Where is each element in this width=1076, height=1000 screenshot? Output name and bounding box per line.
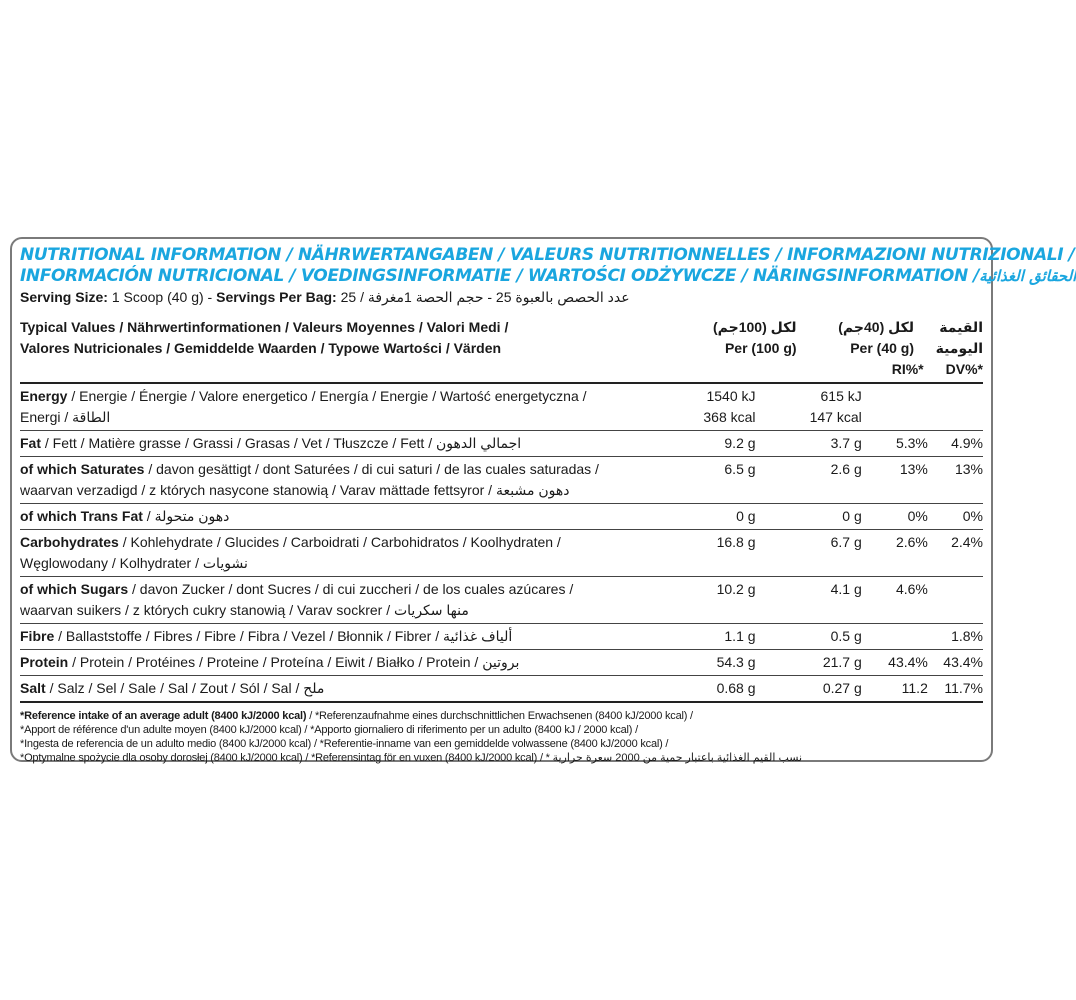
header-name-line-1: Typical Values / Nährwertinformationen / Valeurs Moyennes / Valori Medi /	[20, 319, 509, 335]
nutrient-name	[20, 530, 661, 577]
value-per-100g	[661, 624, 761, 650]
table-row	[20, 384, 983, 431]
footnote-line-3: *Ingesta de referencia de un adulto medio (8400 kJ/2000 kcal) / *Referentie-inname van een gemiddelde volwassene (8400 kJ/2000 kcal) /	[20, 738, 669, 750]
value-per-40g-text: 4.1 g	[830, 581, 862, 597]
header-name-line-2: Valores Nutricionales / Gemiddelde Waarden / Typowe Wartości / Värden	[20, 340, 502, 356]
nutrient-translations: / Fett / Matière grasse / Grassi / Grasas / Vet / Tłuszcze / Fett / اجمالي الدهون	[41, 435, 522, 451]
nutrient-name-line-1	[20, 678, 661, 699]
nutrient-label: Fat	[20, 435, 41, 451]
header-per-100g-arabic: لكل (100جم)	[713, 319, 797, 335]
serving-info	[20, 287, 983, 307]
nutrient-name	[20, 676, 661, 703]
nutrient-label: of which Sugars	[20, 581, 129, 597]
nutrient-name	[20, 431, 661, 457]
value-per-40g	[762, 504, 868, 530]
nutrient-name-line-1	[20, 532, 661, 553]
table-row	[20, 457, 983, 504]
value-dv: 4.9%	[951, 435, 983, 451]
value-ri	[868, 384, 928, 431]
nutrient-label: Carbohydrates	[20, 534, 119, 550]
nutrient-name	[20, 650, 661, 676]
value-ri: 2.6%	[895, 534, 928, 550]
table-row	[20, 624, 983, 650]
footnote-line-1	[20, 709, 983, 723]
footnote-line-1-bold: *Reference intake of an average adult (8400 kJ/2000 kcal)	[20, 710, 307, 722]
table-row	[20, 530, 983, 577]
nutrient-name-line-2: waarvan suikers / z których cukry stanowią / Varav sockrer / منها سكريات	[20, 602, 469, 618]
header-per-100g-label: Per (100 g)	[724, 340, 797, 356]
nutrient-name	[20, 624, 661, 650]
value-per-40g-text: 0.27 g	[822, 680, 862, 696]
header-dv: DV%*	[945, 361, 983, 377]
panel-title	[20, 245, 1076, 287]
header-daily-value-arabic: القيمة اليومية	[935, 319, 983, 356]
serving-dash: -	[203, 289, 217, 305]
value-per-40g-text: 615 kJ	[820, 388, 862, 404]
nutrient-name-line-2: waarvan verzadigd / z których nasycone stanowią / Varav mättade fettsyror / دهون مشبعة	[20, 482, 570, 498]
nutrient-name-line-1	[20, 433, 661, 454]
nutrient-label: of which Saturates	[20, 461, 145, 477]
value-ri: 43.4%	[888, 654, 928, 670]
footnotes	[20, 709, 983, 765]
value-per-100g-text: 16.8 g	[716, 534, 756, 550]
title-line-1: NUTRITIONAL INFORMATION / NÄHRWERTANGABEN / VALEURS NUTRITIONNELLES / INFORMAZIONI NUTRIZIONALI /	[20, 245, 1075, 265]
title-line-2-text: INFORMACIÓN NUTRICIONAL / VOEDINGSINFORMATIE / WARTOŚCI ODŻYWCZE / NÄRINGSINFORMATION /	[20, 266, 980, 286]
value-per-100g-text: 1.1 g	[724, 628, 756, 644]
value-dv: 11.7%	[944, 680, 983, 696]
value-ri	[868, 624, 928, 650]
nutrient-name-line-2: Energi / الطاقة	[20, 409, 111, 425]
nutrient-name	[20, 504, 661, 530]
nutrient-translations: / Protein / Protéines / Proteine / Proteína / Eiwit / Białko / Protein / بروتين	[68, 654, 520, 670]
value-per-40g	[762, 676, 868, 703]
nutrient-name	[20, 577, 661, 624]
nutrient-label: Protein	[20, 654, 69, 670]
table-row	[20, 504, 983, 530]
table-row	[20, 676, 983, 703]
value-per-40g-text: 0 g	[842, 508, 862, 524]
serving-size-label: Serving Size:	[20, 289, 108, 305]
value-per-100g-text: 10.2 g	[716, 581, 756, 597]
nutrient-name-line-1	[20, 626, 661, 647]
nutrient-translations: / davon gesättigt / dont Saturées / di cui saturi / de las cuales saturadas /	[144, 461, 599, 477]
nutrition-table-body	[20, 384, 983, 703]
table-row	[20, 650, 983, 676]
header-ri: RI%*	[891, 361, 924, 377]
nutrient-name	[20, 384, 661, 431]
nutrient-name	[20, 457, 661, 504]
value-per-100g-secondary: 368 kcal	[703, 409, 756, 425]
value-per-40g-secondary: 147 kcal	[809, 409, 862, 425]
value-per-100g-text: 1540 kJ	[706, 388, 756, 404]
value-per-100g	[661, 676, 761, 703]
value-dv: 1.8%	[951, 628, 983, 644]
value-per-100g	[661, 530, 761, 577]
footnote-line-4: *Optymalne spożycie dla osoby dorosłej (8400 kJ/2000 kcal) / *Referensintag för en vuxen (8400 kJ/2000 kcal) / * نسب القيم الغذائية باعتبار حمية من 2000 سعرة حرارية	[20, 752, 803, 764]
value-dv: 43.4%	[943, 654, 983, 670]
value-per-100g	[661, 650, 761, 676]
value-per-100g	[661, 431, 761, 457]
nutrient-translations: / Salz / Sel / Sale / Sal / Zout / Sól / Sal / ملح	[45, 680, 325, 696]
nutrition-panel	[10, 237, 1076, 764]
value-per-100g-text: 0 g	[736, 508, 756, 524]
value-per-100g	[661, 457, 761, 504]
header-typical-values	[20, 307, 691, 383]
header-per-100g	[691, 307, 802, 383]
value-dv: 13%	[954, 461, 983, 477]
header-daily-value	[891, 307, 983, 383]
title-arabic: الحقائق الغذائية	[979, 267, 1076, 285]
nutrient-name-line-1	[20, 386, 661, 407]
value-ri: 13%	[899, 461, 928, 477]
value-per-100g	[661, 384, 761, 431]
nutrient-name-line-1	[20, 506, 661, 527]
nutrition-table	[20, 307, 983, 384]
header-per-40g-label: Per (40 g)	[850, 340, 915, 356]
serving-size-value: 1 Scoop (40 g)	[111, 289, 204, 305]
serving-arabic: عدد الحصص بالعبوة 25 - حجم الحصة 1مغرفة	[367, 289, 630, 305]
nutrient-label: Salt	[20, 680, 46, 696]
nutrient-translations: / دهون متحولة	[142, 508, 230, 524]
value-per-40g	[762, 431, 868, 457]
nutrient-label: of which Trans Fat	[20, 508, 143, 524]
value-per-40g-text: 2.6 g	[830, 461, 862, 477]
value-dv	[928, 384, 983, 431]
nutrient-translations: / Ballaststoffe / Fibres / Fibre / Fibra / Vezel / Błonnik / Fibrer / ألياف غذائية	[54, 628, 513, 644]
value-per-40g-text: 0.5 g	[830, 628, 862, 644]
value-per-100g-text: 9.2 g	[724, 435, 756, 451]
value-per-100g-text: 6.5 g	[724, 461, 756, 477]
servings-per-bag-label: Servings Per Bag:	[216, 289, 337, 305]
value-per-100g-text: 0.68 g	[716, 680, 756, 696]
value-per-40g-text: 6.7 g	[830, 534, 862, 550]
value-per-100g	[661, 577, 761, 624]
nutrient-name-line-2: Węglowodany / Kolhydrater / نشويات	[20, 555, 248, 571]
value-dv: 2.4%	[951, 534, 983, 550]
table-header	[20, 307, 983, 383]
nutrient-label: Energy	[20, 388, 68, 404]
nutrient-translations: / Energie / Énergie / Valore energetico / Energía / Energie / Wartość energetyczna /	[67, 388, 587, 404]
value-per-40g-text: 21.7 g	[822, 654, 862, 670]
title-line-2	[20, 266, 1076, 287]
value-per-40g	[762, 457, 868, 504]
footnote-line-1-rest: / *Referenzaufnahme eines durchschnittlichen Erwachsenen (8400 kJ/2000 kcal) /	[306, 710, 693, 722]
nutrient-name-line-1	[20, 652, 661, 673]
value-dv	[928, 577, 983, 624]
value-per-100g	[661, 504, 761, 530]
value-ri: 0%	[907, 508, 928, 524]
value-per-40g	[762, 650, 868, 676]
table-row	[20, 577, 983, 624]
value-per-40g-text: 3.7 g	[830, 435, 862, 451]
nutrient-translations: / Kohlehydrate / Glucides / Carboidrati / Carbohidratos / Koolhydraten /	[118, 534, 561, 550]
nutrient-name-line-1	[20, 579, 661, 600]
header-per-40g-arabic: لكل (40جم)	[838, 319, 915, 335]
nutrient-translations: / davon Zucker / dont Sucres / di cui zuccheri / de los cuales azúcares /	[128, 581, 574, 597]
value-dv: 0%	[962, 508, 983, 524]
value-per-100g-text: 54.3 g	[716, 654, 756, 670]
value-per-40g	[762, 530, 868, 577]
footnote-line-2: *Apport de référence d'un adulte moyen (8400 kJ/2000 kcal) / *Apporto giornaliero di riferimento per un adulto (8400 kJ / 2000 kcal) /	[20, 724, 638, 736]
value-per-40g	[762, 577, 868, 624]
value-ri: 5.3%	[895, 435, 928, 451]
value-ri: 4.6%	[895, 581, 928, 597]
table-row	[20, 431, 983, 457]
value-per-40g	[762, 624, 868, 650]
value-per-40g	[762, 384, 868, 431]
value-ri: 11.2	[901, 680, 928, 696]
nutrient-name-line-1	[20, 459, 661, 480]
servings-per-bag-value: 25 /	[340, 289, 364, 305]
nutrient-label: Fibre	[20, 628, 55, 644]
